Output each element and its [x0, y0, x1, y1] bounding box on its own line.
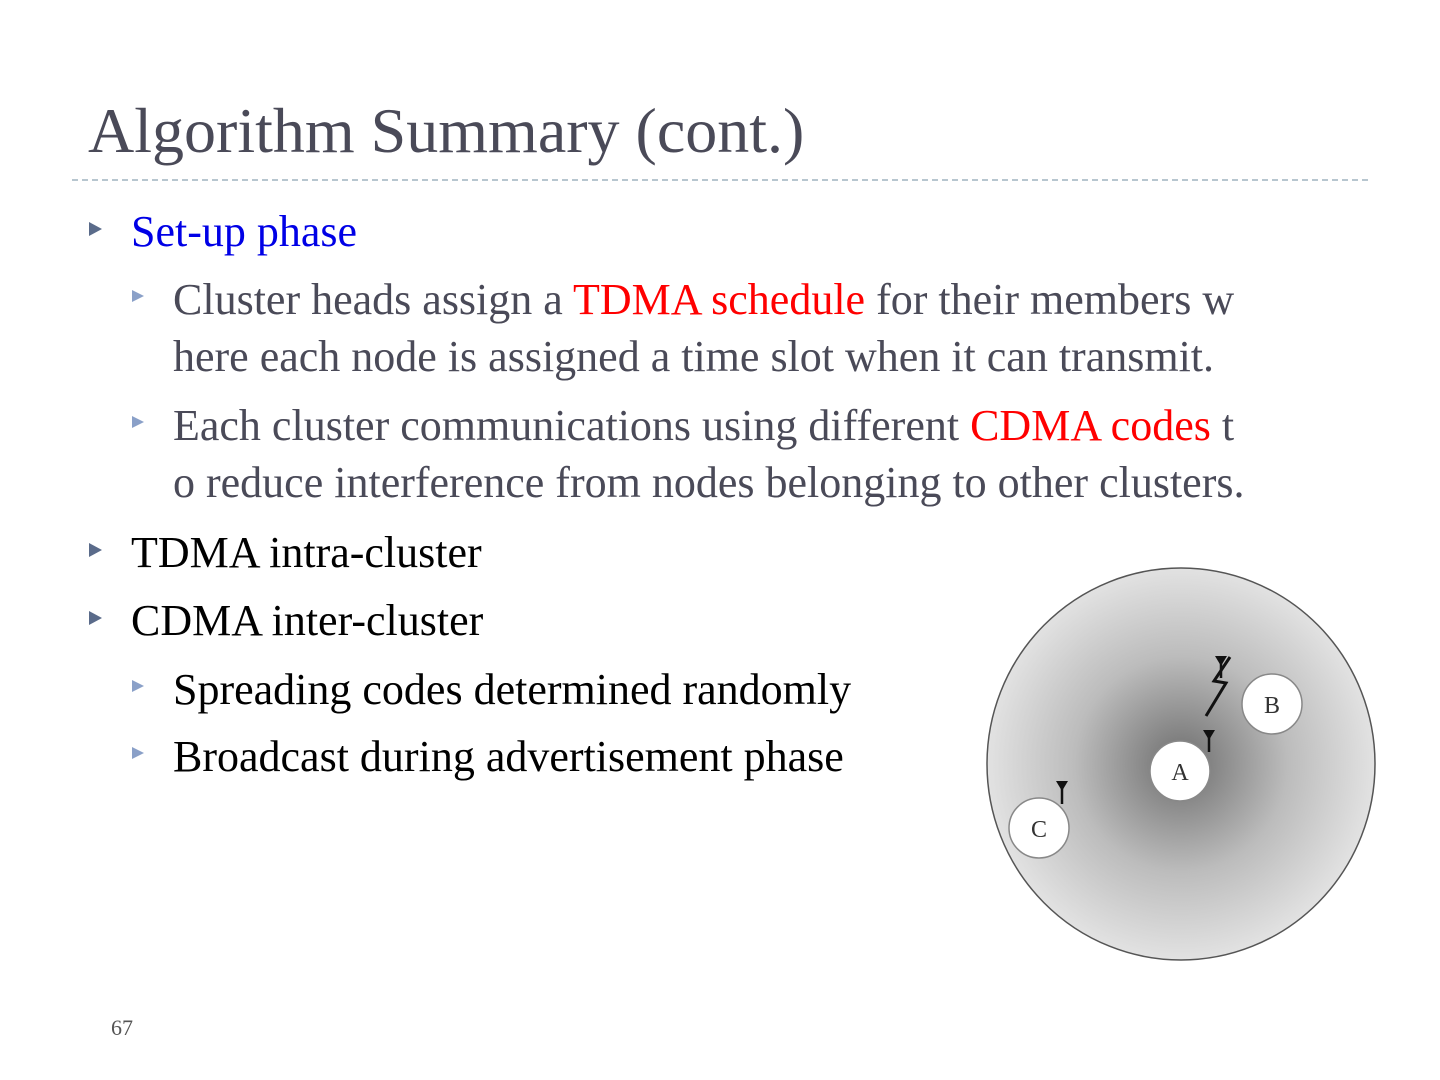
cluster-diagram: [980, 560, 1382, 966]
bullet-arrow-icon: [89, 222, 102, 236]
node-b: [1242, 674, 1302, 734]
bullet-line: o reduce interference from nodes belonging to other clusters.: [173, 458, 1245, 507]
bullet-arrow-icon: [132, 747, 144, 759]
bullet-arrow-icon: [89, 611, 102, 625]
title-divider: [72, 179, 1368, 181]
bullet-tdma-intra: [131, 524, 482, 581]
node-c-label: C: [1030, 817, 1048, 843]
bullet-arrow-icon: [132, 416, 144, 428]
bullet-text: Broadcast during advertisement phase: [173, 732, 844, 781]
bullet-line: [173, 271, 1353, 328]
highlight-cdma-codes: CDMA codes: [970, 401, 1211, 450]
bullet-arrow-icon: [132, 290, 144, 302]
node-a-label: A: [1171, 760, 1189, 786]
bullet-text: Cluster heads assign a: [173, 275, 574, 324]
bullet-text: Each cluster communications using different: [173, 401, 971, 450]
node-b-label: B: [1263, 693, 1281, 719]
bullet-text: t: [1210, 401, 1235, 450]
bullet-cdma-inter: [131, 592, 483, 649]
bullet-spreading-codes: [173, 661, 953, 718]
bullet-text: Set-up phase: [131, 207, 358, 256]
bullet-text: for their members w: [865, 275, 1235, 324]
bullet-cluster-heads: [173, 271, 1353, 385]
bullet-setup-phase: [131, 203, 357, 260]
bullet-arrow-icon: [89, 543, 102, 557]
bullet-broadcast: [173, 728, 953, 785]
bullet-line: [173, 397, 1353, 454]
highlight-tdma-schedule: TDMA schedule: [573, 275, 866, 324]
node-a: [1150, 741, 1210, 801]
page-number: 67: [111, 1015, 133, 1040]
slide-title: Algorithm Summary (cont.): [88, 95, 805, 166]
bullet-text: Spreading codes determined randomly: [173, 665, 852, 714]
bullet-text: TDMA intra-cluster: [131, 528, 482, 577]
bullet-line: here each node is assigned a time slot when it can transmit.: [173, 332, 1215, 381]
bullet-each-cluster: [173, 397, 1353, 511]
node-c: [1009, 798, 1069, 858]
bullet-arrow-icon: [132, 680, 144, 692]
bullet-text: CDMA inter-cluster: [131, 596, 484, 645]
